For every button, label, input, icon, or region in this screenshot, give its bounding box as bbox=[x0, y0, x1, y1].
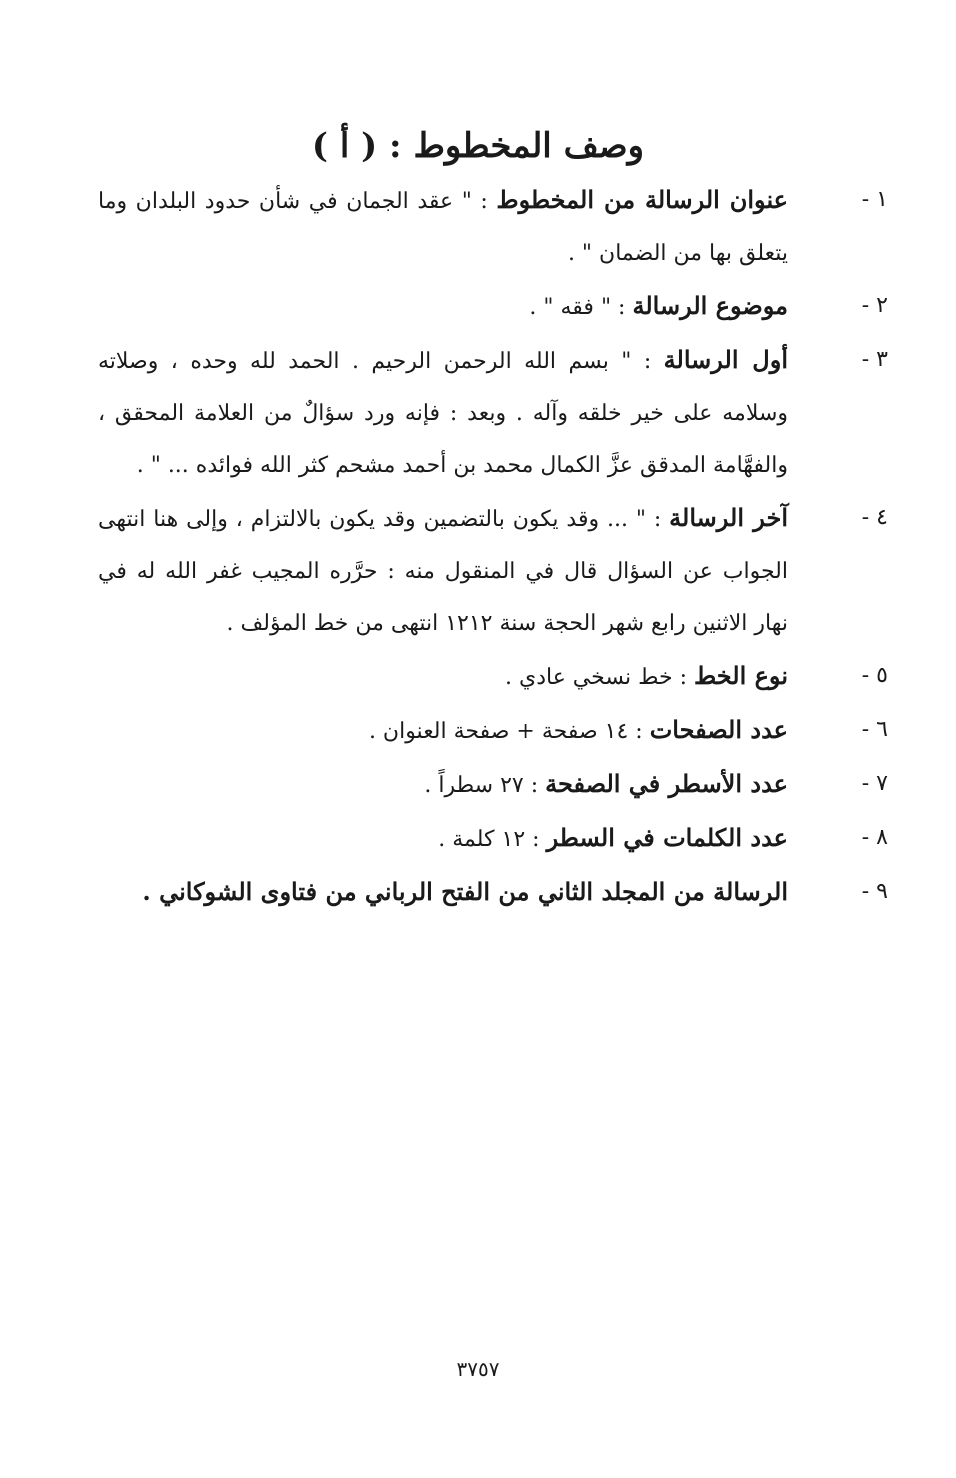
entry-text: : " عقد الجمان في شأن حدود البلدان وما يتعلق بها من الضمان " . bbox=[98, 189, 788, 266]
entry-text: : " فقه " . bbox=[529, 295, 633, 320]
entry-subject bbox=[98, 280, 888, 334]
entry-number: ٢ - bbox=[861, 293, 888, 318]
entry-text: : ٢٧ سطراً . bbox=[424, 773, 546, 798]
entry-text: : " ... وقد يكون بالتضمين وقد يكون بالالتزام ، وإلى هنا انتهى الجواب عن السؤال قال في المنقول منه : حرَّره المجيب غفر الله له في نهار الاثنين رابع شهر الحجة سنة ١٢١٢ انتهى من خط المؤلف . bbox=[98, 507, 788, 636]
entry-number: ٦ - bbox=[861, 717, 888, 742]
page-title: وصف المخطوط : ( أ ) bbox=[311, 126, 645, 166]
entry-label: أول الرسالة bbox=[663, 345, 788, 374]
entry-text: : ١٤ صفحة + صفحة العنوان . bbox=[368, 719, 650, 744]
entry-title bbox=[98, 174, 888, 280]
entry-lines-per-page bbox=[98, 758, 888, 812]
entry-number: ٧ - bbox=[861, 771, 888, 796]
entry-text: : ١٢ كلمة . bbox=[438, 827, 547, 852]
entry-label: عدد الصفحات bbox=[649, 715, 788, 744]
entry-source-volume bbox=[98, 866, 888, 920]
entry-number: ٩ - bbox=[861, 879, 888, 904]
entry-script-type bbox=[98, 650, 888, 704]
entry-page-count bbox=[98, 704, 888, 758]
entry-number: ١ - bbox=[861, 187, 888, 212]
entry-number: ٨ - bbox=[861, 825, 888, 850]
entry-text: : " بسم الله الرحمن الرحيم . الحمد لله وحده ، وصلاته وسلامه على خير خلقه وآله . وبعد : فإنه ورد سؤالٌ من العلامة المحقق ، والفهَّامة المدقق عزَّ الكمال محمد بن أحمد مشحم كثر الله فوائده ... " . bbox=[98, 349, 788, 478]
entry-label: الرسالة من المجلد الثاني من الفتح الرباني من فتاوى الشوكاني . bbox=[142, 877, 788, 906]
entry-number: ٥ - bbox=[861, 663, 888, 688]
entry-number: ٣ - bbox=[861, 347, 888, 372]
page-number: ٣٧٥٧ bbox=[456, 1357, 500, 1381]
manuscript-description-list bbox=[98, 174, 888, 920]
entry-label: موضوع الرسالة bbox=[632, 291, 788, 320]
entry-ending bbox=[98, 492, 888, 650]
entry-label: آخر الرسالة bbox=[669, 503, 788, 532]
entry-number: ٤ - bbox=[861, 505, 888, 530]
entry-label: عدد الأسطر في الصفحة bbox=[545, 769, 788, 798]
entry-beginning bbox=[98, 334, 888, 492]
entry-label: عنوان الرسالة من المخطوط bbox=[496, 185, 788, 214]
entry-label: عدد الكلمات في السطر bbox=[546, 823, 788, 852]
entry-label: نوع الخط bbox=[693, 661, 788, 690]
entry-words-per-line bbox=[98, 812, 888, 866]
entry-text: : خط نسخي عادي . bbox=[504, 665, 694, 690]
